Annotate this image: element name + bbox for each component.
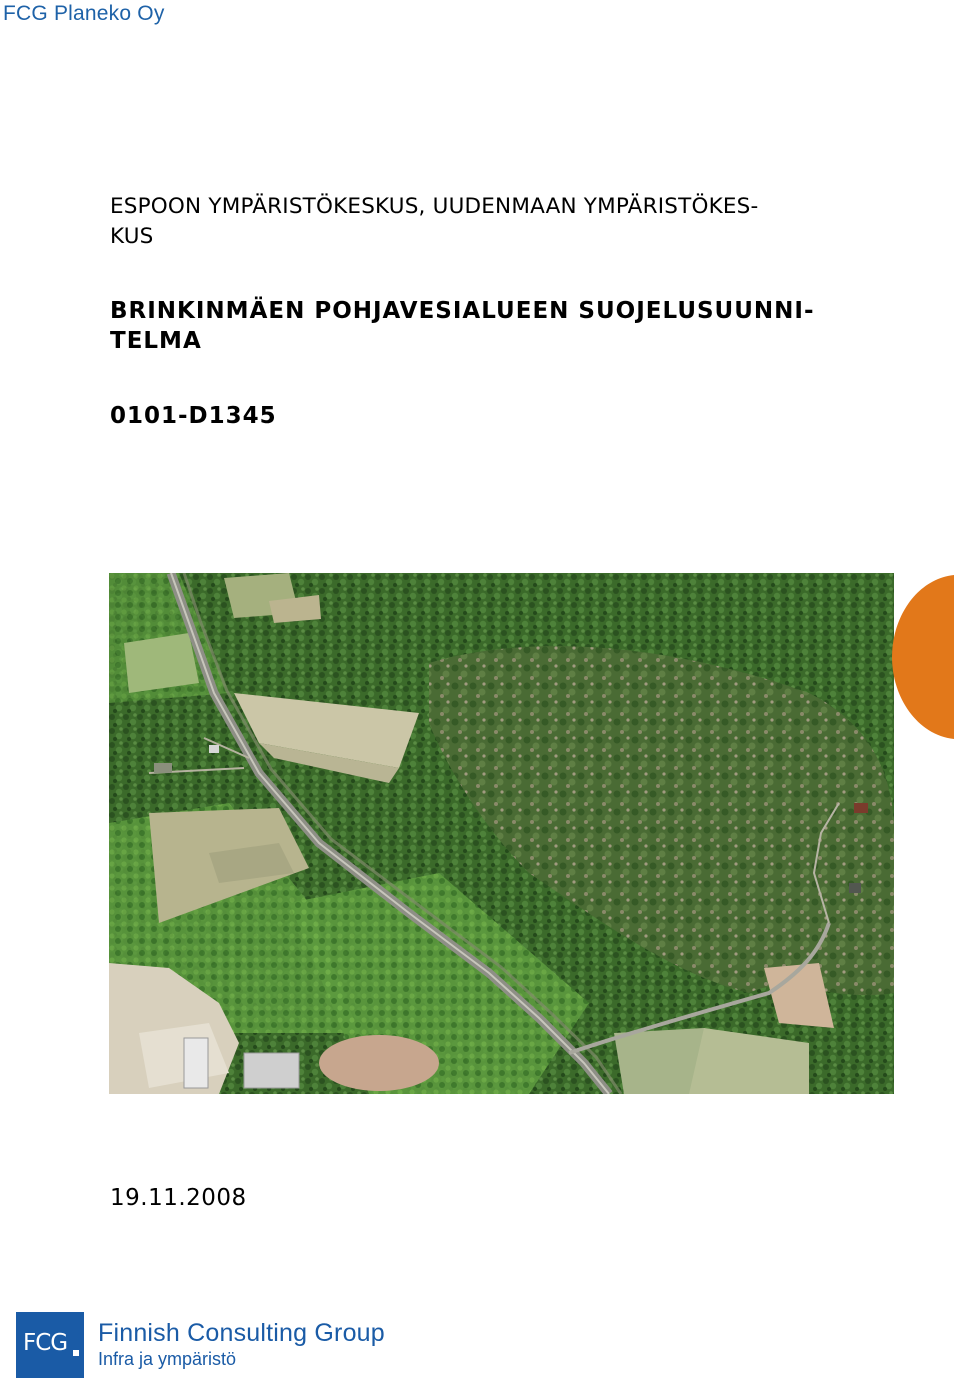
company-name-header: FCG Planeko Oy — [3, 2, 165, 25]
orange-accent-tab-icon — [892, 575, 954, 739]
client-line-2: KUS — [110, 224, 154, 249]
document-date: 19.11.2008 — [110, 1185, 247, 1211]
document-title — [110, 296, 890, 356]
fcg-logo-tagline: Infra ja ympäristö — [98, 1349, 237, 1369]
fcg-logo-name: Finnish Consulting Group — [98, 1319, 385, 1347]
client-line-1: ESPOON YMPÄRISTÖKESKUS, UUDENMAAN YMPÄRISTÖKES- — [110, 194, 759, 219]
aerial-landscape-photo-icon — [109, 573, 894, 1094]
aerial-photo — [109, 573, 894, 1094]
fcg-logo-mark-icon — [16, 1312, 84, 1378]
fcg-logo — [16, 1312, 385, 1378]
fcg-logo-dot — [73, 1350, 79, 1356]
client-names — [110, 192, 890, 252]
fcg-logo-text — [98, 1319, 385, 1371]
document-title-line-1: BRINKINMÄEN POHJAVESIALUEEN SUOJELUSUUNNI- — [110, 298, 815, 324]
document-title-line-2: TELMA — [110, 328, 202, 354]
document-number: 0101-D1345 — [110, 403, 277, 429]
fcg-logo-mark-text: FCG — [23, 1330, 68, 1356]
